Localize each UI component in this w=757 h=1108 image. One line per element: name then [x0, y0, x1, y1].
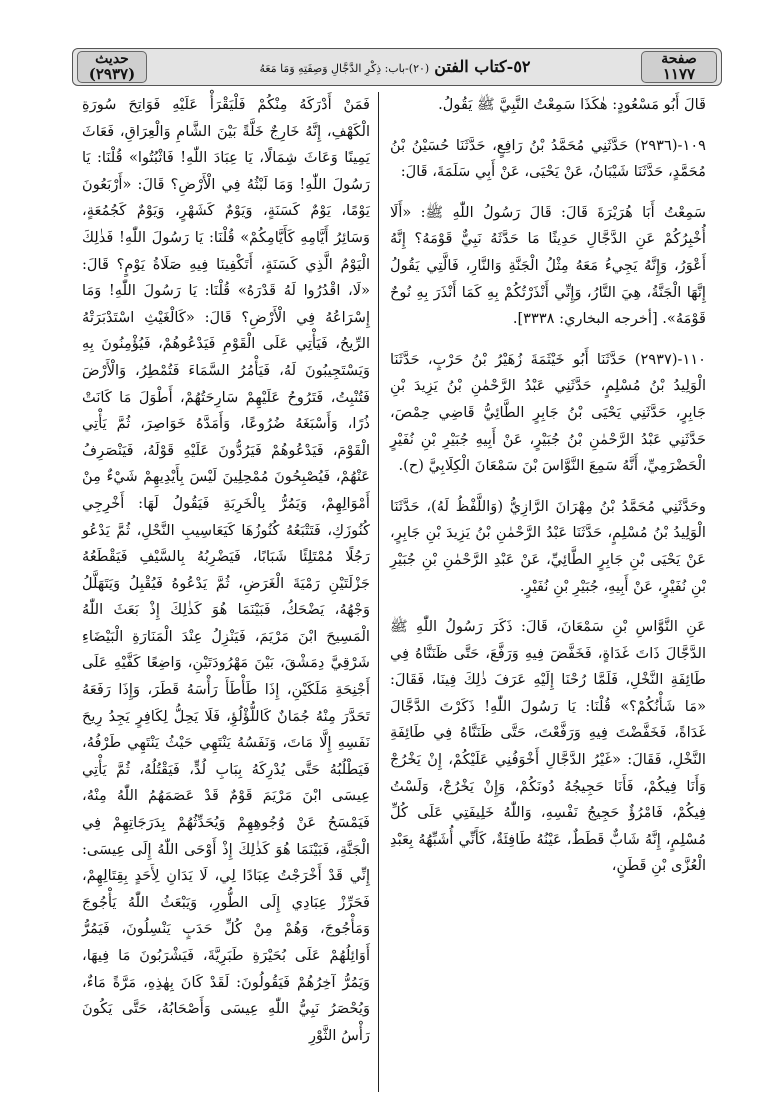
paragraph: ١١٠-(٢٩٣٧) حَدَّثَنَا أَبُو خَيْثَمَةَ زُهَيْرُ بْنُ حَرْبٍ، حَدَّثَنَا الْوَلِيدُ بْنُ مُسْلِمٍ، حَدَّثَنِي عَبْدُ الرَّحْمٰنِ بْنُ يَزِيدَ بْنِ جَابِرٍ، حَدَّثَنِي يَحْيَى بْنُ جَابِرٍ الطَّائِيُّ قَاضِي حِمْصَ، حَدَّثَنِي عَبْدُ الرَّحْمٰنِ بْنُ جُبَيْرٍ، عَنْ أَبِيهِ جُبَيْرِ بْنِ نُفَيْرٍ الْحَضْرَمِيِّ، أَنَّهُ سَمِعَ النَّوَّاسَ بْنَ سَمْعَانَ الْكِلَابِيَّ (ح).	[390, 350, 706, 475]
paragraph-gap	[390, 119, 706, 133]
paragraph: فَمَنْ أَدْرَكَهُ مِنْكُمْ فَلْيَقْرَأْ عَلَيْهِ فَوَاتِحَ سُورَةِ الْكَهْفِ، إِنَّهُ خَارِجٌ خَلَّةً بَيْنَ الشَّامِ وَالْعِرَاقِ، فَعَاثَ يَمِينًا وَعَاثَ شِمَالًا، يَا عِبَادَ اللّٰهِ! فَاثْبُتُوا» قُلْنَا: يَا رَسُولَ اللّٰهِ! وَمَا لَبْثُهُ فِي الْأَرْضِ؟ قَالَ: «أَرْبَعُونَ يَوْمًا، يَوْمٌ كَسَنَةٍ، وَيَوْمٌ كَشَهْرٍ، وَيَوْمٌ كَجُمُعَةٍ، وَسَائِرُ أَيَّامِهِ كَأَيَّامِكُمْ» قُلْنَا: يَا رَسُولَ اللّٰهِ! فَذٰلِكَ الْيَوْمُ الَّذِي كَسَنَةٍ، أَتَكْفِينَا فِيهِ صَلَاةُ يَوْمٍ؟ قَالَ: «لَا، اقْدُرُوا لَهُ قَدْرَهُ» قُلْنَا: يَا رَسُولَ اللّٰهِ! وَمَا إِسْرَاعُهُ فِي الْأَرْضِ؟ قَالَ: «كَالْغَيْثِ اسْتَدْبَرَتْهُ الرِّيحُ، فَيَأْتِي عَلَى الْقَوْمِ فَيَدْعُوهُمْ، فَيُؤْمِنُونَ بِهِ وَيَسْتَجِيبُونَ لَهُ، فَيَأْمُرُ السَّمَاءَ فَتُمْطِرُ، وَالْأَرْضَ فَتُنْبِتُ، فَتَرُوحُ عَلَيْهِمْ سَارِحَتُهُمْ، أَطْوَلَ مَا كَانَتْ ذُرًا، وَأَسْبَغَهُ ضُرُوعًا، وَأَمَدَّهُ خَوَاصِرَ، ثُمَّ يَأْتِي الْقَوْمَ، فَيَدْعُوهُمْ فَيَرُدُّونَ عَلَيْهِ قَوْلَهُ، فَيَنْصَرِفُ عَنْهُمْ، فَيُصْبِحُونَ مُمْحِلِينَ لَيْسَ بِأَيْدِيهِمْ شَيْءٌ مِنْ أَمْوَالِهِمْ، وَيَمُرُّ بِالْخَرِبَةِ فَيَقُولُ لَهَا: أَخْرِجِي كُنُوزَكِ، فَتَتْبَعُهُ كُنُوزُهَا كَيَعَاسِيبِ النَّحْلِ، ثُمَّ يَدْعُو رَجُلًا مُمْتَلِئًا شَبَابًا، فَيَضْرِبُهُ بِالسَّيْفِ فَيَقْطَعُهُ جَزْلَتَيْنِ رَمْيَةَ الْغَرَضِ، ثُمَّ يَدْعُوهُ فَيُقْبِلُ وَيَتَهَلَّلُ وَجْهُهُ، يَضْحَكُ، فَبَيْنَمَا هُوَ كَذٰلِكَ إِذْ بَعَثَ اللّٰهُ الْمَسِيحَ ابْنَ مَرْيَمَ، فَيَنْزِلُ عِنْدَ الْمَنَارَةِ الْبَيْضَاءِ شَرْقِيَّ دِمَشْقَ، بَيْنَ مَهْرُودَتَيْنِ، وَاضِعًا كَفَّيْهِ عَلَى أَجْنِحَةِ مَلَكَيْنِ، إِذَا طَأْطَأَ رَأْسَهُ قَطَرَ، وَإِذَا رَفَعَهُ تَحَدَّرَ مِنْهُ جُمَانٌ كَاللُّؤْلُؤِ، فَلَا يَحِلُّ لِكَافِرٍ يَجِدُ رِيحَ نَفَسِهِ إِلَّا مَاتَ، وَنَفَسُهُ يَنْتَهِي حَيْثُ يَنْتَهِي طَرْفُهُ، فَيَطْلُبُهُ حَتَّى يُدْرِكَهُ بِبَابِ لُدٍّ، فَيَقْتُلُهُ، ثُمَّ يَأْتِي عِيسَى ابْنَ مَرْيَمَ قَوْمٌ قَدْ عَصَمَهُمُ اللّٰهُ مِنْهُ، فَيَمْسَحُ عَنْ وُجُوهِهِمْ وَيُحَدِّثُهُمْ بِدَرَجَاتِهِمْ فِي الْجَنَّةِ، فَبَيْنَمَا هُوَ كَذٰلِكَ إِذْ أَوْحَى اللّٰهُ إِلَى عِيسَى: إِنِّي قَدْ أَخْرَجْتُ عِبَادًا لِي، لَا يَدَانِ لِأَحَدٍ بِقِتَالِهِمْ، فَحَرِّزْ عِبَادِي إِلَى الطُّورِ، وَيَبْعَثُ اللّٰهُ يَأْجُوجَ وَمَأْجُوجَ، وَهُمْ مِنْ كُلِّ حَدَبٍ يَنْسِلُونَ، فَيَمُرُّ أَوَائِلُهُمْ عَلَى بُحَيْرَةِ طَبَرِيَّةَ، فَيَشْرَبُونَ مَا فِيهَا، وَيَمُرُّ آخِرُهُمْ فَيَقُولُونَ: لَقَدْ كَانَ بِهٰذِهِ، مَرَّةً مَاءٌ، وَيُحْصَرُ نَبِيُّ اللّٰهِ عِيسَى وَأَصْحَابُهُ، حَتَّى يَكُونَ رَأْسُ الثَّوْرِ	[82, 96, 370, 1044]
paragraph-gap	[390, 186, 706, 200]
page-number: ١١٧٧	[662, 65, 696, 83]
paragraph-gap	[390, 480, 706, 494]
paragraph: وحَدَّثَنِي مُحَمَّدُ بْنُ مِهْرَانَ الرَّازِيُّ (وَاللَّفْظُ لَهُ)، حَدَّثَنَا الْوَلِيدُ بْنُ مُسْلِمٍ، حَدَّثَنَا عَبْدُ الرَّحْمٰنِ بْنُ يَزِيدَ بْنِ جَابِرٍ، عَنْ يَحْيَى بْنِ جَابِرٍ الطَّائِيِّ، عَنْ عَبْدِ الرَّحْمٰنِ بْنِ جُبَيْرِ بْنِ نُفَيْرٍ، عَنْ أَبِيهِ، جُبَيْرِ بْنِ نُفَيْرٍ.	[390, 497, 706, 595]
left-text-column	[82, 92, 370, 1049]
hadith-number: (٢٩٣٧)	[88, 65, 136, 83]
paragraph: قَالَ أَبُو مَسْعُودٍ: هٰكَذَا سَمِعْتُ النَّبِيَّ ﷺ يَقُولُ.	[438, 96, 706, 113]
running-title	[155, 49, 635, 85]
paragraph-gap	[390, 600, 706, 614]
paragraph: سَمِعْتُ أَبَا هُرَيْرَةَ قَالَ: قَالَ رَسُولُ اللّٰهِ ﷺ: «أَلَا أُخْبِرُكُمْ عَنِ الدَّجَّالِ حَدِيثًا مَا حَدَّثَهُ نَبِيٌّ قَوْمَهُ؟ إِنَّهُ أَعْوَرُ، وَإِنَّهُ يَجِيءُ مَعَهُ مِثْلُ الْجَنَّةِ وَالنَّارِ، فَالَّتِي يَقُولُ إِنَّهَا الْجَنَّةُ، هِيَ النَّارُ، وَإِنِّي أَنْذَرْتُكُمْ بِهِ كَمَا أَنْذَرَ بِهِ نُوحٌ قَوْمَهُ». [أخرجه البخاري: ٣٣٣٨].	[390, 203, 706, 328]
page-number-box	[641, 51, 717, 83]
hadith-label: حديث	[95, 51, 129, 67]
paragraph-gap	[390, 333, 706, 347]
paragraph: عَنِ النَّوَّاسِ بْنِ سَمْعَانَ، قَالَ: ذَكَرَ رَسُولُ اللّٰهِ ﷺ الدَّجَّالَ ذَاتَ غَدَاةٍ، فَخَفَّضَ فِيهِ وَرَفَّعَ، حَتَّى ظَنَنَّاهُ فِي طَائِفَةِ النَّخْلِ، فَلَمَّا رُحْنَا إِلَيْهِ عَرَفَ ذٰلِكَ فِينَا، فَقَالَ: «مَا شَأْنُكُمْ؟» قُلْنَا: يَا رَسُولَ اللّٰهِ! ذَكَرْتَ الدَّجَّالَ غَدَاةً، فَخَفَّضْتَ فِيهِ وَرَفَّعْتَ، حَتَّى ظَنَنَّاهُ فِي طَائِفَةِ النَّخْلِ، فَقَالَ: «غَيْرُ الدَّجَّالِ أَخْوَفُنِي عَلَيْكُمْ، إِنْ يَخْرُجْ وَأَنَا فِيكُمْ، فَأَنَا حَجِيجُهُ دُونَكُمْ، وَإِنْ يَخْرُجْ، وَلَسْتُ فِيكُمْ، فَامْرُؤٌ حَجِيجُ نَفْسِهِ، وَاللّٰهُ خَلِيفَتِي عَلَى كُلِّ مُسْلِمٍ، إِنَّهُ شَابٌّ قَطَطٌ، عَيْنُهُ طَافِئَةٌ، كَأَنِّي أُشَبِّهُهُ بِعَبْدِ الْعُزَّى بْنِ قَطَنٍ،	[390, 618, 706, 875]
paragraph: ١٠٩-(٢٩٣٦) حَدَّثَنِي مُحَمَّدُ بْنُ رَافِعٍ، حَدَّثَنَا حُسَيْنُ بْنُ مُحَمَّدٍ، حَدَّثَنَا شَيْبَانُ، عَنْ يَحْيَى، عَنْ أَبِي سَلَمَةَ، قَالَ:	[390, 136, 706, 181]
chapter-title: (٢٠)-باب: ذِكْرِ الدَّجَّالِ وَصِفَتِهِ وَمَا مَعَهُ	[259, 62, 430, 75]
page-label: صفحة	[661, 51, 697, 67]
column-divider	[378, 92, 379, 1092]
right-text-column	[390, 92, 706, 880]
hadith-number-box	[77, 51, 147, 83]
page-header	[72, 48, 722, 86]
book-title: ٥٢-كتاب الفتن	[434, 57, 531, 76]
